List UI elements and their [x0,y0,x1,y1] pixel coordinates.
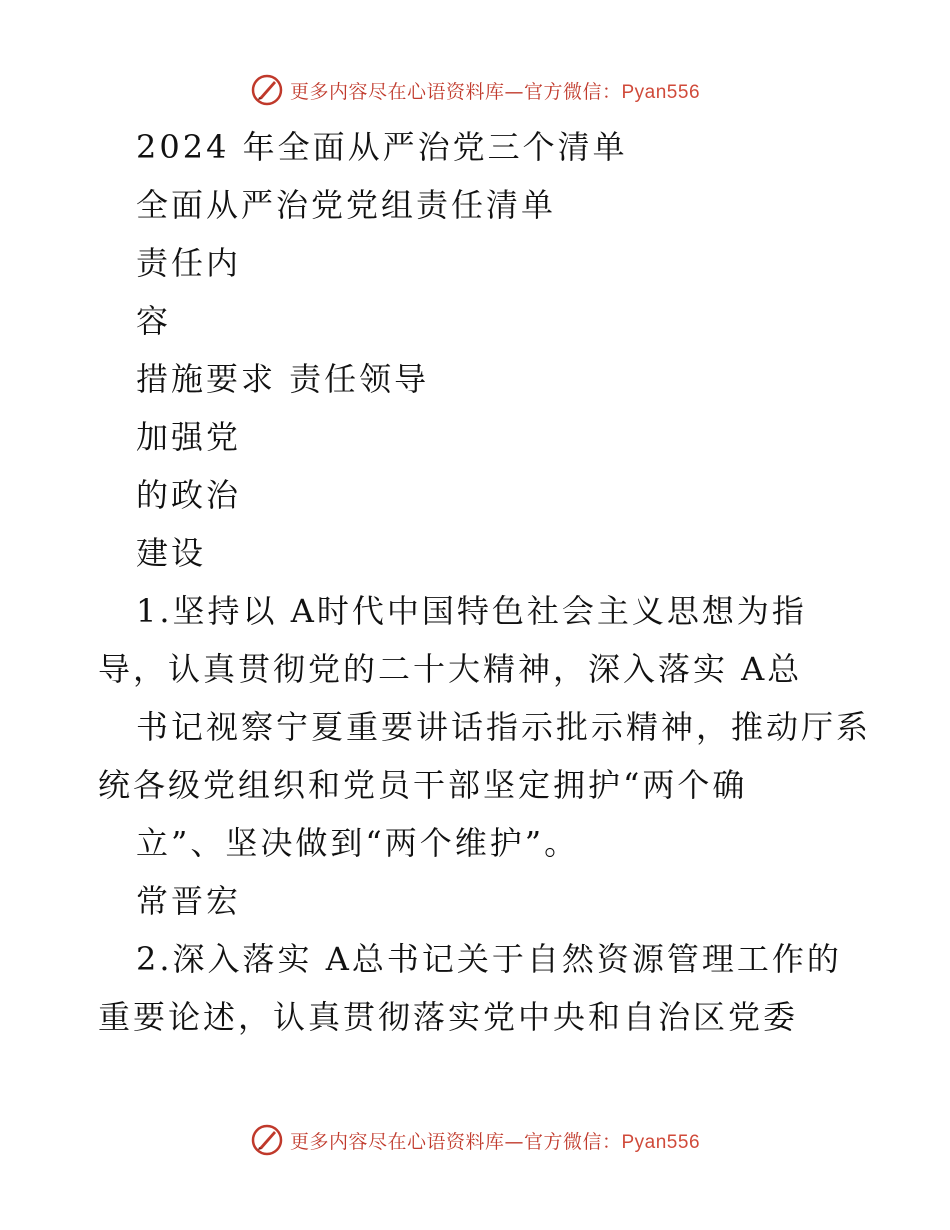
document-line: 导，认真贯彻党的二十大精神，深入落实 A总 [98,650,803,688]
quill-logo-icon [250,73,284,107]
banner-wechat-id: Pyan556 [621,81,701,103]
footer-banner-text [290,1127,700,1154]
document-line: 重要论述，认真贯彻落实党中央和自治区党委 [98,998,799,1036]
document-line: 2.深入落实 A总书记关于自然资源管理工作的 [136,940,842,978]
document-line: 责任内 [136,244,242,282]
banner-title: 更多内容尽在心语资料库 [289,1130,505,1153]
banner-wechat-id: Pyan556 [621,1131,701,1153]
banner-wechat-label: 官方微信： [523,1130,622,1153]
document-line: 书记视察宁夏重要讲话指示批示精神，推动厅系 [136,708,872,746]
document-line: 常晋宏 [136,882,242,920]
document-line: 2024 年全面从严治党三个清单 [136,128,628,166]
quill-logo-icon [250,1123,284,1157]
document-line: 加强党 [136,418,242,456]
document-line: 措施要求 责任领导 [136,360,430,398]
document-line: 立”、坚决做到“两个维护”。 [136,824,580,862]
document-line: 1.坚持以 A时代中国特色社会主义思想为指 [136,592,807,630]
document-line: 全面从严治党党组责任清单 [136,186,557,224]
banner-dash: — [504,1130,524,1153]
document-line: 建设 [136,534,207,572]
page-header-banner [0,70,950,110]
header-banner-text [290,77,700,104]
banner-title: 更多内容尽在心语资料库 [289,80,505,103]
page-footer-banner [0,1120,950,1160]
document-line: 统各级党组织和党员干部坚定拥护“两个确 [98,766,748,804]
document-line: 容 [136,302,172,340]
document-body [0,118,950,1046]
document-line: 的政治 [136,476,242,514]
banner-wechat-label: 官方微信： [523,80,622,103]
banner-dash: — [504,80,524,103]
